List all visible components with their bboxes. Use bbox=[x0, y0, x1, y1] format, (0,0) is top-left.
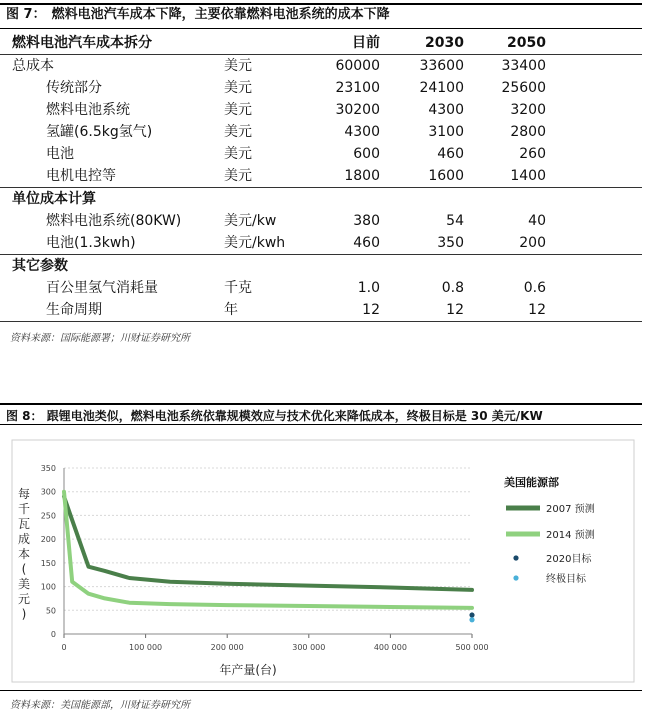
row-label: 传统部分 bbox=[46, 80, 102, 96]
row-label: 百公里氢气消耗量 bbox=[46, 280, 158, 296]
row-value-2050: 12 bbox=[528, 302, 546, 318]
cost-rows bbox=[0, 55, 642, 187]
cost-table bbox=[0, 32, 642, 322]
x-tick-label: 200 000 bbox=[210, 643, 244, 652]
section-title: 其它参数 bbox=[12, 258, 68, 274]
legend-entry: 终极目标 bbox=[546, 574, 586, 585]
row-value-current: 600 bbox=[353, 146, 380, 162]
row-value-current: 4300 bbox=[344, 124, 380, 140]
row-value-current: 23100 bbox=[335, 80, 380, 96]
row-label: 电池 bbox=[46, 146, 74, 162]
row-label: 总成本 bbox=[12, 58, 54, 74]
col-header-2030: 2030 bbox=[425, 35, 464, 51]
table-row bbox=[0, 77, 642, 99]
row-value-current: 30200 bbox=[335, 102, 380, 118]
fig7-number: 图 7： bbox=[6, 7, 46, 22]
y-tick-label: 350 bbox=[40, 464, 56, 473]
x-tick-label: 0 bbox=[61, 643, 67, 652]
cost-curve-chart bbox=[0, 428, 640, 686]
legend-entry: 2007 预测 bbox=[546, 504, 595, 515]
unit-rows bbox=[0, 210, 642, 254]
row-value-current: 60000 bbox=[335, 58, 380, 74]
row-unit: 美元 bbox=[224, 58, 252, 74]
row-value-2050: 25600 bbox=[501, 80, 546, 96]
row-unit: 美元 bbox=[224, 102, 252, 118]
row-value-current: 12 bbox=[362, 302, 380, 318]
row-value-2050: 40 bbox=[528, 213, 546, 229]
x-axis-label: 年产量(台) bbox=[219, 663, 277, 677]
row-value-2050: 0.6 bbox=[523, 280, 546, 296]
row-value-current: 1800 bbox=[344, 168, 380, 184]
y-tick-label: 100 bbox=[40, 582, 56, 592]
table-row bbox=[0, 210, 642, 232]
row-value-2030: 1600 bbox=[428, 168, 464, 184]
table-row bbox=[0, 99, 642, 121]
fig8-source: 资料来源：美国能源部，川财证券研究所 bbox=[10, 700, 190, 711]
row-value-2050: 33400 bbox=[501, 58, 546, 74]
x-tick-label: 300 000 bbox=[292, 643, 326, 652]
row-label: 燃料电池系统 bbox=[46, 102, 130, 118]
row-label: 燃料电池系统(80KW) bbox=[46, 213, 182, 229]
table-row bbox=[0, 55, 642, 77]
row-unit: 美元 bbox=[224, 146, 252, 162]
row-value-2050: 3200 bbox=[510, 102, 546, 118]
section-other bbox=[0, 255, 642, 277]
y-tick-label: 150 bbox=[40, 558, 56, 568]
row-value-2030: 3100 bbox=[428, 124, 464, 140]
row-value-2030: 54 bbox=[446, 213, 464, 229]
fig7-source: 资料来源：国际能源署；川财证券研究所 bbox=[10, 333, 190, 344]
row-value-current: 460 bbox=[353, 235, 380, 251]
fig8-bottom-rule bbox=[0, 690, 642, 691]
row-value-2050: 200 bbox=[519, 235, 546, 251]
fig7-title: 燃料电池汽车成本下降，主要依靠燃料电池系统的成本下降 bbox=[51, 7, 390, 22]
row-unit: 美元/kwh bbox=[224, 235, 286, 251]
legend-entry: 2014 预测 bbox=[546, 530, 595, 541]
fig8-title: 图 8： 跟锂电池类似，燃料电池系统依靠规模效应与技术优化来降低成本，终极目标是 30 美元/KW bbox=[6, 409, 543, 423]
row-unit: 美元 bbox=[224, 124, 252, 140]
row-unit: 美元 bbox=[224, 80, 252, 96]
row-value-2030: 0.8 bbox=[441, 280, 464, 296]
x-tick-label: 100 000 bbox=[129, 643, 163, 652]
row-unit: 美元 bbox=[224, 168, 252, 184]
row-value-2030: 4300 bbox=[428, 102, 464, 118]
col-header-2050: 2050 bbox=[507, 35, 546, 51]
row-label: 电机电控等 bbox=[46, 168, 116, 184]
chart-svg bbox=[0, 428, 640, 686]
section-unit-cost bbox=[0, 188, 642, 210]
table-row bbox=[0, 143, 642, 165]
row-value-2030: 460 bbox=[437, 146, 464, 162]
table-row bbox=[0, 121, 642, 143]
target-point-3 bbox=[469, 617, 474, 622]
row-value-2050: 2800 bbox=[510, 124, 546, 140]
x-tick-label: 400 000 bbox=[373, 643, 407, 652]
table-bottom-rule bbox=[0, 321, 642, 322]
row-value-2030: 24100 bbox=[419, 80, 464, 96]
row-value-2030: 350 bbox=[437, 235, 464, 251]
table-header-row bbox=[0, 32, 642, 54]
fig7-title-bar bbox=[0, 4, 642, 26]
table-row bbox=[0, 165, 642, 187]
y-tick-label: 200 bbox=[40, 535, 56, 545]
y-tick-label: 0 bbox=[50, 630, 56, 639]
table-row bbox=[0, 299, 642, 321]
table-row bbox=[0, 277, 642, 299]
row-value-current: 1.0 bbox=[357, 280, 380, 296]
y-axis-label: 每千瓦成本(美元) bbox=[17, 487, 31, 621]
row-unit: 年 bbox=[224, 302, 238, 318]
fig7-title-rule bbox=[0, 28, 642, 29]
legend-title: 美国能源部 bbox=[504, 476, 559, 489]
row-value-2050: 260 bbox=[519, 146, 546, 162]
legend-swatch bbox=[513, 575, 518, 580]
row-label: 氢罐(6.5kg氢气) bbox=[46, 124, 153, 140]
fig8-top-rule bbox=[0, 403, 642, 405]
row-label: 电池(1.3kwh) bbox=[46, 235, 136, 251]
row-value-2050: 1400 bbox=[510, 168, 546, 184]
row-label: 生命周期 bbox=[46, 302, 102, 318]
row-value-2030: 33600 bbox=[419, 58, 464, 74]
table-row bbox=[0, 232, 642, 254]
row-value-2030: 12 bbox=[446, 302, 464, 318]
target-point-2 bbox=[469, 612, 474, 617]
row-unit: 美元/kw bbox=[224, 213, 277, 229]
row-value-current: 380 bbox=[353, 213, 380, 229]
fig8-title-rule bbox=[0, 424, 642, 425]
y-tick-label: 250 bbox=[40, 511, 56, 521]
x-tick-label: 500 000 bbox=[455, 643, 489, 652]
table-header-label: 燃料电池汽车成本拆分 bbox=[12, 35, 152, 51]
col-header-current: 目前 bbox=[352, 35, 380, 51]
section-title: 单位成本计算 bbox=[12, 191, 96, 207]
row-unit: 千克 bbox=[224, 280, 252, 296]
y-tick-label: 50 bbox=[45, 606, 56, 616]
y-tick-label: 300 bbox=[40, 487, 56, 497]
legend-entry: 2020目标 bbox=[546, 554, 592, 565]
other-rows bbox=[0, 277, 642, 321]
legend-swatch bbox=[513, 555, 518, 560]
